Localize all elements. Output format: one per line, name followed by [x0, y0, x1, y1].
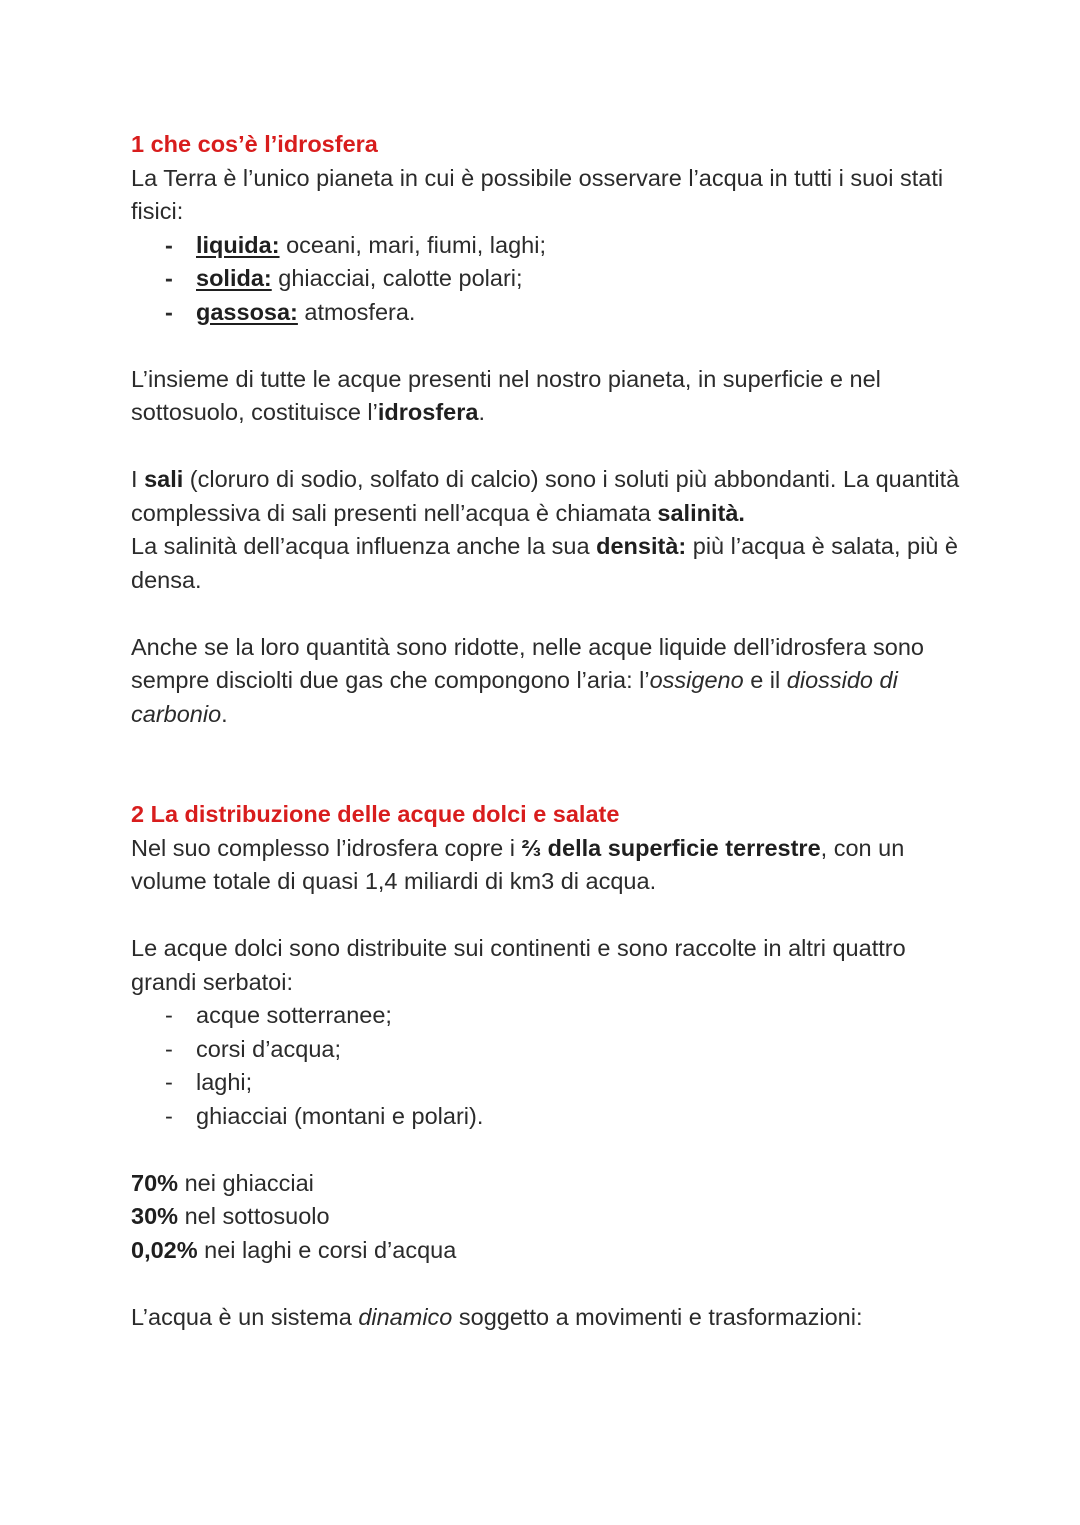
text-span: . — [221, 700, 228, 727]
list-item — [131, 262, 961, 296]
list-bullet: - — [165, 1102, 173, 1129]
stat-label: nei ghiacciai — [178, 1169, 314, 1196]
fresh-water-paragraph: Le acque dolci sono distribuite sui continenti e sono raccolte in altri quattro grandi serbatoi: — [131, 935, 906, 995]
list-bullet: - — [165, 1069, 173, 1095]
stat-percentage: 70% — [131, 1169, 179, 1196]
italic-term: diossido di carbonio — [131, 667, 898, 727]
text-span: , con un volume totale di quasi 1,4 miliardi di km3 di acqua. — [131, 834, 905, 894]
state-desc: atmosfera. — [297, 298, 416, 325]
italic-term: dinamico — [358, 1303, 453, 1330]
text-span: e il — [743, 667, 787, 693]
reservoir-label: corsi d’acqua; — [196, 1035, 341, 1062]
state-desc: ghiacciai, calotte polari; — [271, 265, 523, 291]
reservoir-label: laghi; — [196, 1069, 253, 1095]
text-span: L’insieme di tutte le acque presenti nel nostro pianeta, in superficie e nel sottosuolo, costituisce l’ — [131, 365, 881, 425]
list-item — [131, 999, 961, 1033]
text-span: I — [131, 466, 145, 492]
document-page — [131, 128, 961, 1334]
idrosfera-definition-paragraph — [131, 363, 961, 430]
list-bullet: - — [165, 231, 173, 258]
density-paragraph — [131, 530, 961, 597]
text-span: L’acqua è un sistema — [131, 1303, 359, 1330]
stat-label: nei laghi e corsi d’acqua — [197, 1236, 457, 1263]
bold-term: idrosfera — [377, 399, 479, 425]
stat-line — [131, 1234, 961, 1268]
list-item — [131, 229, 961, 263]
text-span: (cloruro di sodio, solfato di calcio) sono i soluti più abbondanti. La quantità complessiva di sali presenti nell’acqua è chiamata — [131, 466, 960, 526]
list-bullet: - — [165, 265, 173, 291]
dissolved-gases-paragraph — [131, 631, 961, 732]
text-span: La salinità dell’acqua influenza anche la sua — [131, 533, 597, 559]
dynamic-system-paragraph — [131, 1301, 961, 1335]
text-span: . — [478, 399, 485, 425]
list-item — [131, 1100, 961, 1134]
coverage-paragraph — [131, 832, 961, 899]
text-span: soggetto a movimenti e trasformazioni: — [452, 1303, 863, 1330]
stat-percentage: 30% — [131, 1203, 179, 1229]
list-item — [131, 296, 961, 330]
list-bullet: - — [165, 1002, 173, 1028]
bold-term: ⅔ della superficie terrestre — [521, 834, 821, 861]
reservoir-label: acque sotterranee; — [196, 1002, 392, 1028]
text-span: più l’acqua è salata, più è densa. — [131, 533, 958, 593]
text-span: Anche se la loro quantità sono ridotte, nelle acque liquide dell’idrosfera sono sempre disciolti due gas che compongono l’aria: l’ — [131, 633, 924, 693]
reservoir-label: ghiacciai (montani e polari). — [196, 1102, 484, 1129]
salinity-paragraph — [131, 463, 961, 530]
bold-term: sali — [144, 466, 184, 492]
list-bullet: - — [165, 298, 173, 325]
state-term: solida: — [196, 265, 272, 291]
section-1-intro: La Terra è l’unico pianeta in cui è possibile osservare l’acqua in tutti i suoi stati fisici: — [131, 164, 944, 224]
stat-percentage: 0,02% — [131, 1236, 198, 1263]
state-term: liquida: — [196, 231, 280, 258]
reservoirs-list — [131, 999, 961, 1133]
list-bullet: - — [165, 1035, 173, 1062]
state-term: gassosa: — [196, 298, 298, 325]
bold-term: densità: — [596, 533, 687, 559]
bold-term: salinità. — [657, 499, 745, 526]
stat-label: nel sottosuolo — [178, 1203, 330, 1229]
section-1-heading: 1 che cos’è l’idrosfera — [131, 131, 378, 157]
list-item — [131, 1033, 961, 1067]
italic-term: ossigeno — [649, 667, 744, 693]
section-2-heading: 2 La distribuzione delle acque dolci e salate — [131, 801, 620, 827]
state-desc: oceani, mari, fiumi, laghi; — [279, 231, 546, 258]
list-item — [131, 1066, 961, 1100]
water-states-list — [131, 229, 961, 330]
stat-line — [131, 1200, 961, 1234]
stat-line — [131, 1167, 961, 1201]
text-span: Nel suo complesso l’idrosfera copre i — [131, 834, 522, 861]
